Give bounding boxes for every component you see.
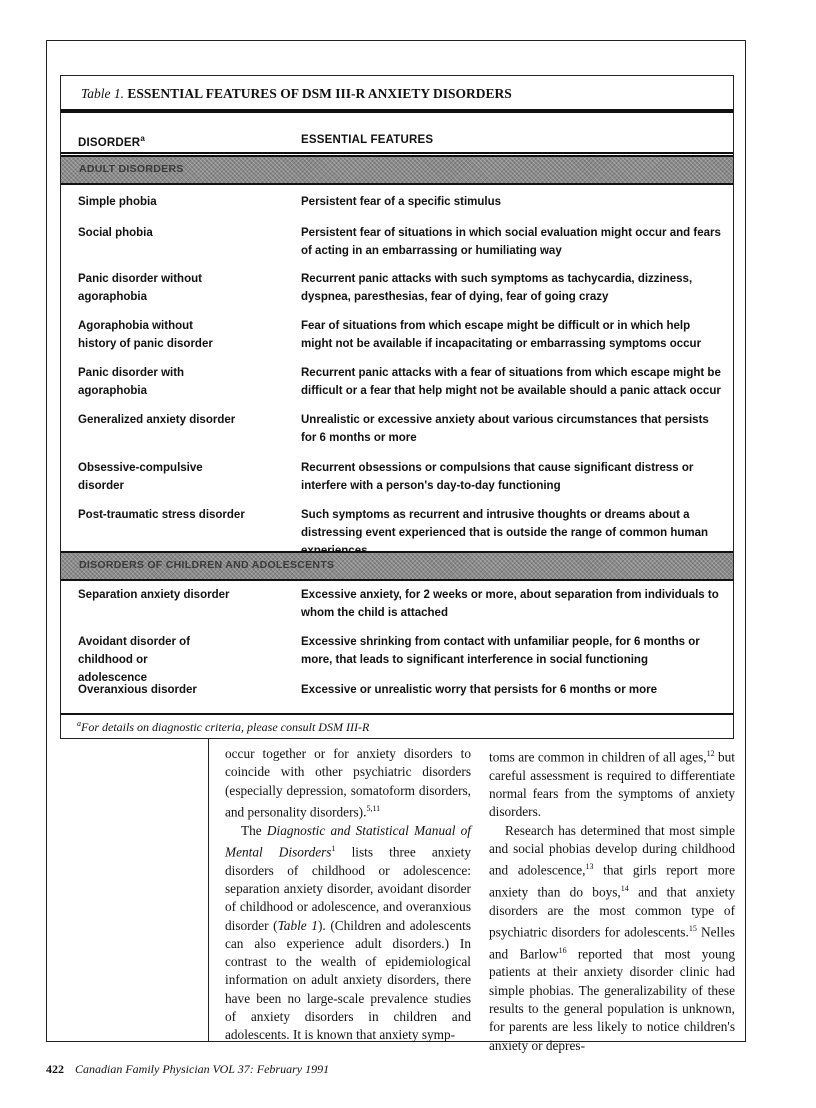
table-footnote: $^a$For details on diagnostic criteria, please consult DSM III-R xyxy=(77,719,370,734)
paragraph: occur together or for anxiety disorders to coincide with other psychiatric disorders (especially depression, somatoform disorders, and personality disorders).$^{5,11}$ xyxy=(225,746,471,820)
paragraph: toms are common in children of all ages,$^{12}$ but careful assessment is required to differentiate normal fears from the symptoms of anxiety disorders. xyxy=(489,749,735,820)
feature-cell: Recurrent panic attacks with a fear of situations from which escape might be difficult or a fear that help might not be available should a panic attack occur xyxy=(301,367,721,397)
paragraph: The Diagnostic and Statistical Manual of Mental Disorders$^1$ lists three anxiety disorders of childhood or adolescence: separation anxiety disorder, avoidant disorder of childhood or adolescence, and overanxious disorder (Table 1). (Children and adolescents can also experience adult disorders.) In contrast to the wealth of epidemiological information on adult anxiety disorders, there have been no large-scale prevalence studies of anxiety disorders in children and adolescents. It is known that anxiety symp- xyxy=(225,822,471,1043)
column-header-disorder: DISORDER$^a$ xyxy=(78,134,145,149)
page-number: 422 xyxy=(46,1062,64,1076)
disorder-cell: Separation anxiety disorder xyxy=(78,589,230,601)
feature-cell: Recurrent panic attacks with such symptoms as tachycardia, dizziness, dyspnea, paresthesias, fear of dying, fear of going crazy xyxy=(301,273,693,303)
feature-cell: Persistent fear of situations in which social evaluation might occur and fears of acting in an embarrassing or humiliating way xyxy=(301,227,721,257)
section-band-adult: ADULT DISORDERS xyxy=(61,155,733,185)
disorder-cell: Panic disorder without agoraphobia xyxy=(78,273,202,303)
column-header-features: ESSENTIAL FEATURES xyxy=(301,134,434,146)
body-column-left xyxy=(225,745,471,1045)
feature-cell: Excessive or unrealistic worry that persists for 6 months or more xyxy=(301,684,657,696)
feature-cell: Such symptoms as recurrent and intrusive thoughts or dreams about a distressing event experienced that is outside the range of common human xyxy=(301,509,709,539)
disorder-cell: Panic disorder with agoraphobia xyxy=(78,367,185,397)
disorder-cell: Post-traumatic stress disorder xyxy=(78,509,245,521)
body-column-right xyxy=(489,745,735,1055)
header-rule xyxy=(61,152,733,154)
paragraph: Research has determined that most simple and social phobias develop during childhood and adolescence,$^{13}$ that girls report more anxiety than do boys,$^{14}$ and that anxiety disorders are the most common type of psychiatric disorders for adolescents.$^{15}$ Nelles and Barlow$^{16}$ reported that most young patients at their anxiety disorder clinic had simple phobias. The generalizability of these results to the general population is unknown, for parents are less likely to notice children's anxiety or depres- xyxy=(489,822,735,1053)
feature-cell: Fear of situations from which escape might be difficult or in which help might not be available if incapacitating or embarrassing symptoms occur xyxy=(301,320,702,350)
feature-cell: Unrealistic or excessive anxiety about various circumstances that persists for 6 months or more xyxy=(301,414,709,444)
disorder-cell: Agoraphobia without history of panic disorder xyxy=(78,320,213,350)
disorder-cell: Obsessive-compulsive disorder xyxy=(78,462,203,492)
feature-cell: Recurrent obsessions or compulsions that cause significant distress or interfere with a person's day-to-day functioning xyxy=(301,462,694,492)
disorder-cell: Avoidant disorder of childhood or adolescence xyxy=(78,636,191,684)
journal-name: Canadian Family Physician xyxy=(75,1062,210,1076)
page-footer xyxy=(46,1062,329,1077)
disorder-cell: Overanxious disorder xyxy=(78,684,197,696)
table-title: Table 1. ESSENTIAL FEATURES OF DSM III-R ANXIETY DISORDERS xyxy=(81,86,512,101)
title-rule xyxy=(61,109,733,113)
feature-cell: Excessive shrinking from contact with unfamiliar people, for 6 months or more, that leads to significant interference in social functioning xyxy=(301,636,700,666)
feature-cell: Persistent fear of a specific stimulus xyxy=(301,196,502,208)
footnote-rule xyxy=(61,713,733,715)
disorder-cell: Generalized anxiety disorder xyxy=(78,414,236,426)
journal-volume: VOL 37: February 1991 xyxy=(212,1062,330,1076)
table-1 xyxy=(60,75,734,739)
feature-cell: Excessive anxiety, for 2 weeks or more, about separation from individuals to whom the child is attached xyxy=(301,589,719,619)
disorder-cell: Social phobia xyxy=(78,227,153,239)
column-divider xyxy=(208,739,209,1042)
disorder-cell: Simple phobia xyxy=(78,196,157,208)
section-band-children: DISORDERS OF CHILDREN AND ADOLESCENTS xyxy=(61,551,733,581)
